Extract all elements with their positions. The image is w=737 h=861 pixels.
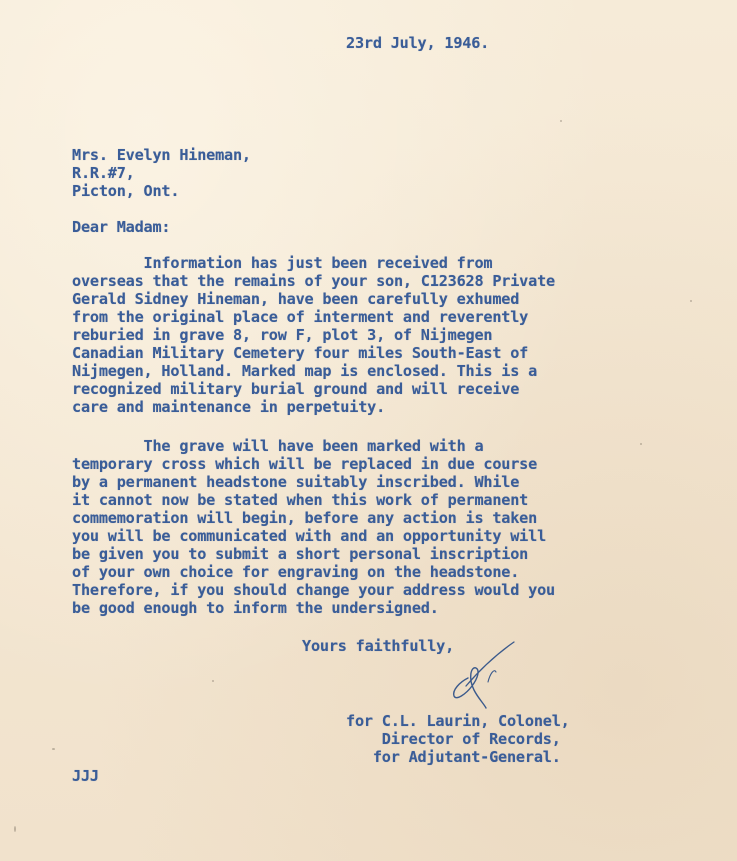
handwritten-signature (438, 638, 528, 710)
typist-initials: JJJ (72, 767, 99, 785)
paragraph-line: of your own choice for engraving on the headstone. (72, 563, 520, 581)
paragraph-line: be given you to submit a short personal inscription (72, 545, 529, 563)
paragraph-line: Information has just been received from (72, 254, 493, 272)
paragraph-line: care and maintenance in perpetuity. (72, 398, 386, 416)
paragraph-line: be good enough to inform the undersigned. (72, 599, 439, 617)
recipient-line: R.R.#7, (72, 164, 135, 182)
paragraph-line: temporary cross which will be replaced in due course (72, 455, 538, 473)
paragraph-line: it cannot now be stated when this work of permanent (72, 491, 529, 509)
paragraph-line: overseas that the remains of your son, C123628 Private (72, 272, 555, 290)
closing: Yours faithfully, (302, 637, 455, 655)
paragraph-line: reburied in grave 8, row F, plot 3, of Nijmegen (72, 326, 493, 344)
paragraph-line: by a permanent headstone suitably inscribed. While (72, 473, 520, 491)
paragraph-line: Nijmegen, Holland. Marked map is enclosed. This is a (72, 362, 538, 380)
recipient-line: Mrs. Evelyn Hineman, (72, 146, 251, 164)
paragraph-line: from the original place of interment and reverently (72, 308, 529, 326)
paragraph-line: Therefore, if you should change your address would you (72, 581, 555, 599)
paragraph-line: Gerald Sidney Hineman, have been carefully exhumed (72, 290, 520, 308)
paragraph-line: Canadian Military Cemetery four miles South-East of (72, 344, 529, 362)
signature-line: for Adjutant-General. (346, 748, 561, 766)
paragraph-line: commemoration will begin, before any action is taken (72, 509, 538, 527)
signature-line: for C.L. Laurin, Colonel, (346, 712, 570, 730)
letter-date: 23rd July, 1946. (346, 34, 490, 52)
paragraph-line: recognized military burial ground and will receive (72, 380, 520, 398)
recipient-line: Picton, Ont. (72, 182, 180, 200)
paragraph-line: you will be communicated with and an opportunity will (72, 527, 547, 545)
signature-line: Director of Records, (346, 730, 561, 748)
paragraph-line: The grave will have been marked with a (72, 437, 484, 455)
salutation: Dear Madam: (72, 218, 171, 236)
